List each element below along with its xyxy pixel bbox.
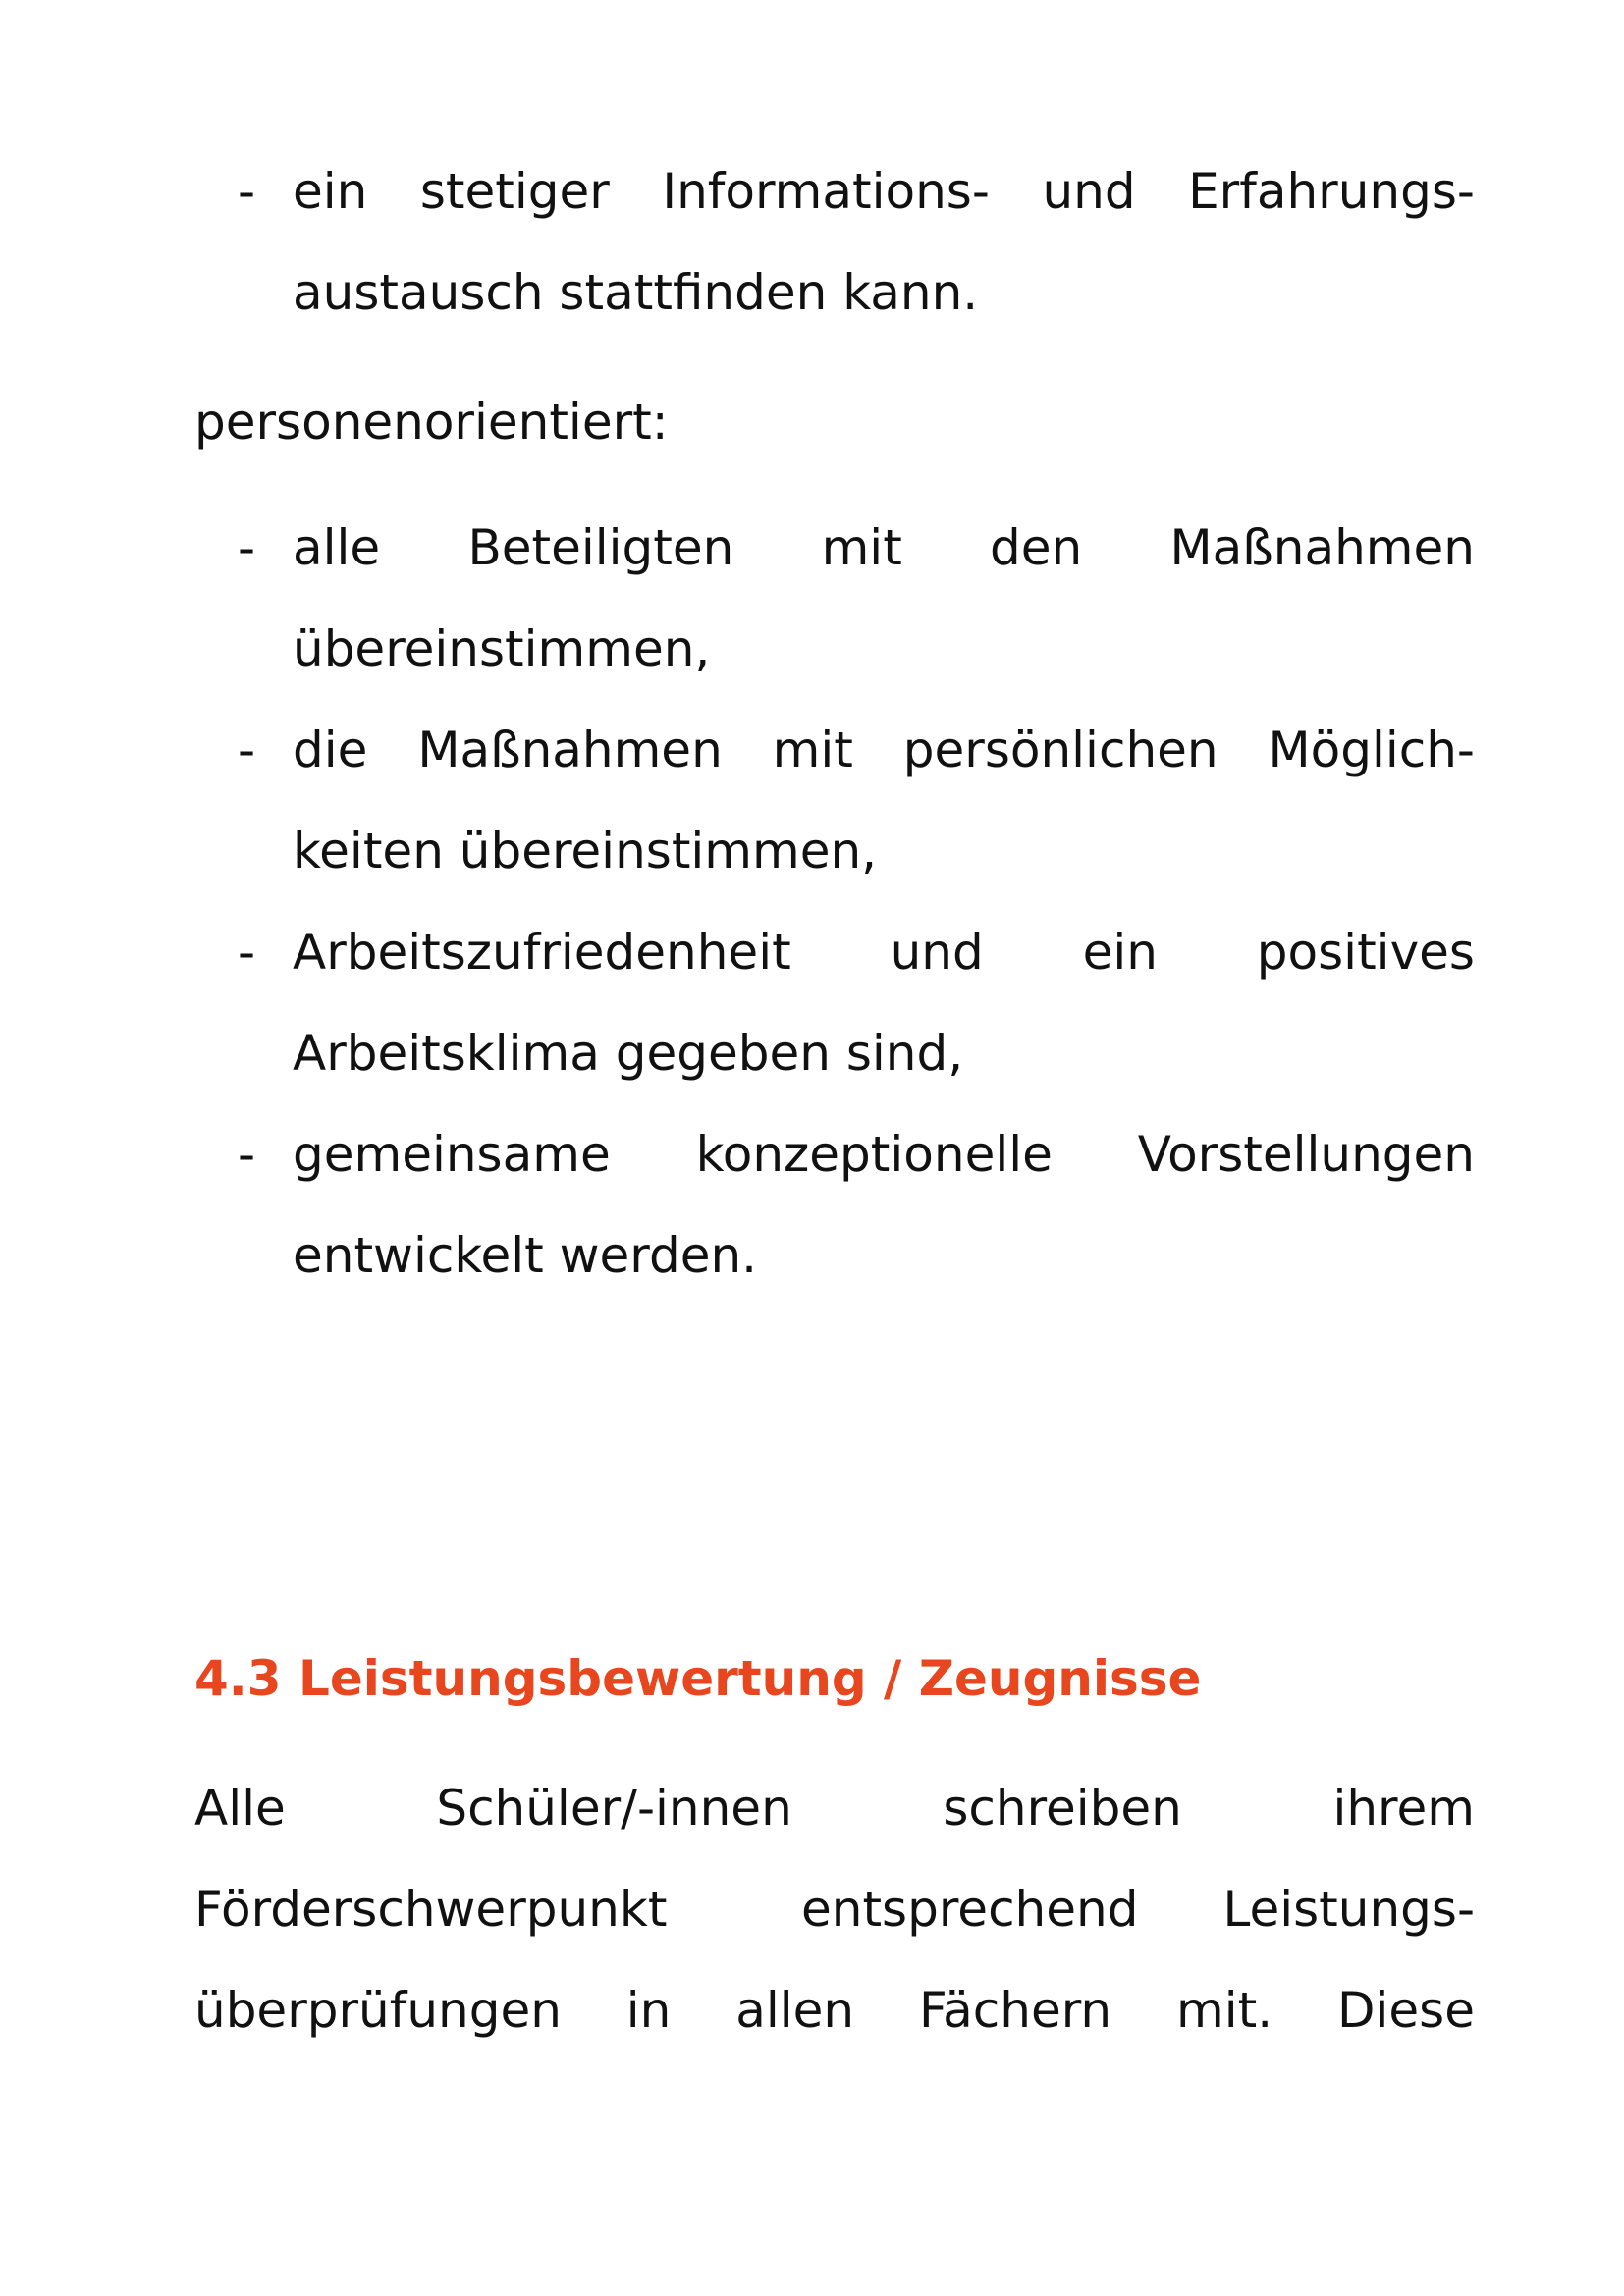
section-label: personenorientiert: [194, 394, 669, 451]
list-dash: - [238, 163, 256, 220]
list-item-continuation: übereinstimmen, [293, 620, 711, 677]
list-dash: - [238, 1126, 256, 1183]
paragraph-line: überprüfungen in allen Fächern mit. Diese [194, 1982, 1475, 2039]
document-page: - ein stetiger Informations- und Erfahrungs- austausch stattfinden kann. personenorientiert: - alle Beteiligten mit den Maßnahmen übereinstimmen, - die Maßnahmen mit persönlichen Möglich- keiten übereinstimmen, - Arbeitszufriedenheit und ein positives Arbeitsklima gegeben sind, - gemeinsame konzeptionelle Vorstellungen entwickelt werden. 4.3 Leistungsbewertung / Zeugnisse Alle Schüler/-innen schreiben ihrem Förderschwerpunkt entsprechend Leistungs- überprüfungen in allen Fächern mit. Diese [0, 0, 1624, 2296]
list-item-line: gemeinsame konzeptionelle Vorstellungen [293, 1126, 1475, 1183]
section-heading: 4.3 Leistungsbewertung / Zeugnisse [194, 1650, 1202, 1707]
list-dash: - [238, 924, 256, 981]
list-dash: - [238, 519, 256, 576]
list-item-continuation: Arbeitsklima gegeben sind, [293, 1025, 964, 1082]
list-item-line: die Maßnahmen mit persönlichen Möglich- [293, 721, 1475, 778]
list-item-line: ein stetiger Informations- und Erfahrungs- [293, 163, 1475, 220]
list-item-continuation: keiten übereinstimmen, [293, 823, 878, 880]
list-item-continuation: austausch stattfinden kann. [293, 264, 979, 321]
list-item-line: alle Beteiligten mit den Maßnahmen [293, 519, 1475, 576]
paragraph-line: Alle Schüler/-innen schreiben ihrem [194, 1780, 1475, 1837]
list-item-line: Arbeitszufriedenheit und ein positives [293, 924, 1475, 981]
list-item-continuation: entwickelt werden. [293, 1227, 758, 1284]
list-dash: - [238, 721, 256, 778]
